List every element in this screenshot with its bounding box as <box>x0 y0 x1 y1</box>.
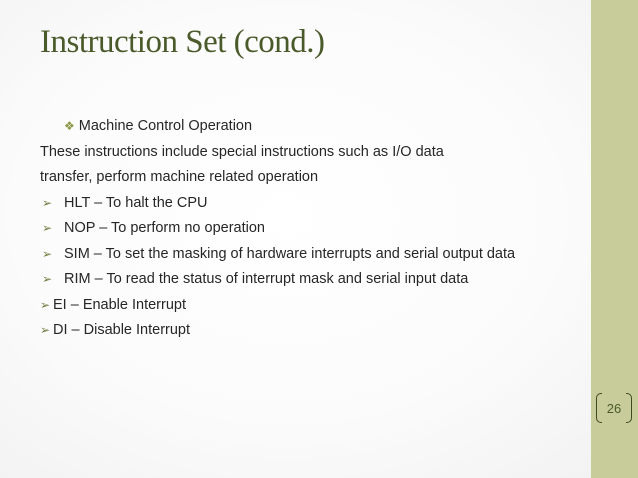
page-number-badge <box>596 393 632 423</box>
description-line: transfer, perform machine related operation <box>40 169 319 185</box>
slide-title: Instruction Set (cond.) <box>40 24 325 60</box>
instruction-item-nop <box>40 216 590 242</box>
diamond-bullet-icon: ❖ <box>64 119 75 133</box>
arrow-bullet-icon: ➢ <box>42 272 53 286</box>
instruction-item-hlt <box>40 191 590 217</box>
section-heading-text: Machine Control Operation <box>78 118 253 134</box>
instruction-item-di <box>40 318 590 344</box>
instruction-text: HLT – To halt the CPU <box>64 194 208 211</box>
instruction-item-sim <box>40 242 590 268</box>
instruction-text: RIM – To read the status of interrupt mask and serial input data <box>64 271 469 287</box>
arrow-bullet-icon: ➢ <box>40 323 51 337</box>
instruction-item-rim <box>40 267 590 293</box>
left-bracket-icon <box>596 393 602 423</box>
arrow-bullet-icon: ➢ <box>42 246 53 261</box>
instruction-item-ei <box>40 293 590 319</box>
instruction-text: DI – Disable Interrupt <box>53 322 191 338</box>
slide-body <box>40 114 590 344</box>
section-heading <box>40 114 590 140</box>
instruction-text: NOP – To perform no operation <box>64 220 265 236</box>
arrow-bullet-icon: ➢ <box>42 195 53 210</box>
arrow-bullet-icon: ➢ <box>40 297 51 312</box>
description-line: These instructions include special instructions such as I/O data <box>40 143 444 160</box>
instruction-text: EI – Enable Interrupt <box>53 296 186 313</box>
arrow-bullet-icon: ➢ <box>42 221 53 235</box>
instruction-text: SIM – To set the masking of hardware interrupts and serial output data <box>64 245 516 262</box>
right-bracket-icon <box>626 393 632 423</box>
page-number-text: 26 <box>606 400 622 416</box>
